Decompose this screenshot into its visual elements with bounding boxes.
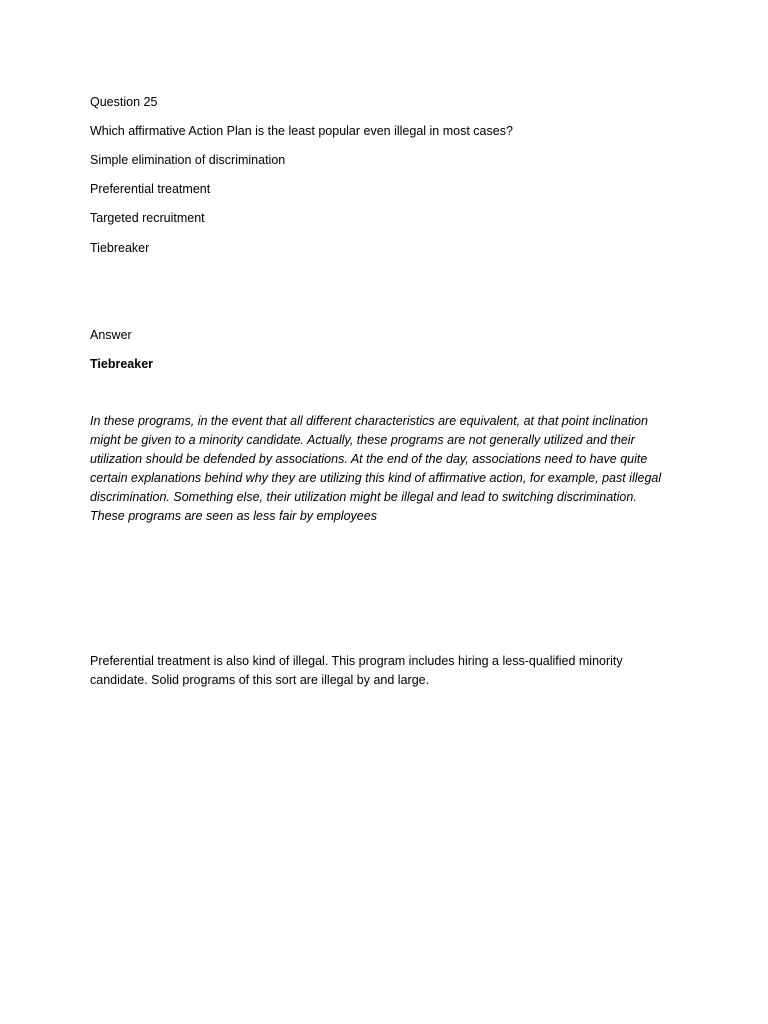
explanation-line: These programs are seen as less fair by employees bbox=[90, 509, 377, 523]
answer-value: Tiebreaker bbox=[90, 357, 154, 371]
note-line: Preferential treatment is also kind of illegal. This program includes hiring a less-qualified minority bbox=[90, 654, 623, 668]
note-paragraph bbox=[90, 652, 682, 690]
explanation-line: discrimination. Something else, their utilization might be illegal and lead to switching discrimination. bbox=[90, 490, 637, 504]
explanation-line: utilization should be defended by associations. At the end of the day, associations need to have quite bbox=[90, 452, 648, 466]
option-3: Targeted recruitment bbox=[90, 211, 205, 225]
explanation-line: certain explanations behind why they are utilizing this kind of affirmative action, for example, past illegal bbox=[90, 471, 662, 485]
option-2: Preferential treatment bbox=[90, 182, 211, 196]
option-4: Tiebreaker bbox=[90, 241, 150, 255]
question-prompt: Which affirmative Action Plan is the least popular even illegal in most cases? bbox=[90, 124, 513, 138]
question-heading: Question 25 bbox=[90, 95, 158, 109]
explanation-line: might be given to a minority candidate. Actually, these programs are not generally utilized and their bbox=[90, 433, 635, 447]
option-1: Simple elimination of discrimination bbox=[90, 153, 286, 167]
note-line: candidate. Solid programs of this sort are illegal by and large. bbox=[90, 673, 430, 687]
answer-heading: Answer bbox=[90, 328, 132, 342]
answer-explanation bbox=[90, 412, 682, 526]
explanation-line: In these programs, in the event that all different characteristics are equivalent, at that point inclination bbox=[90, 414, 648, 428]
